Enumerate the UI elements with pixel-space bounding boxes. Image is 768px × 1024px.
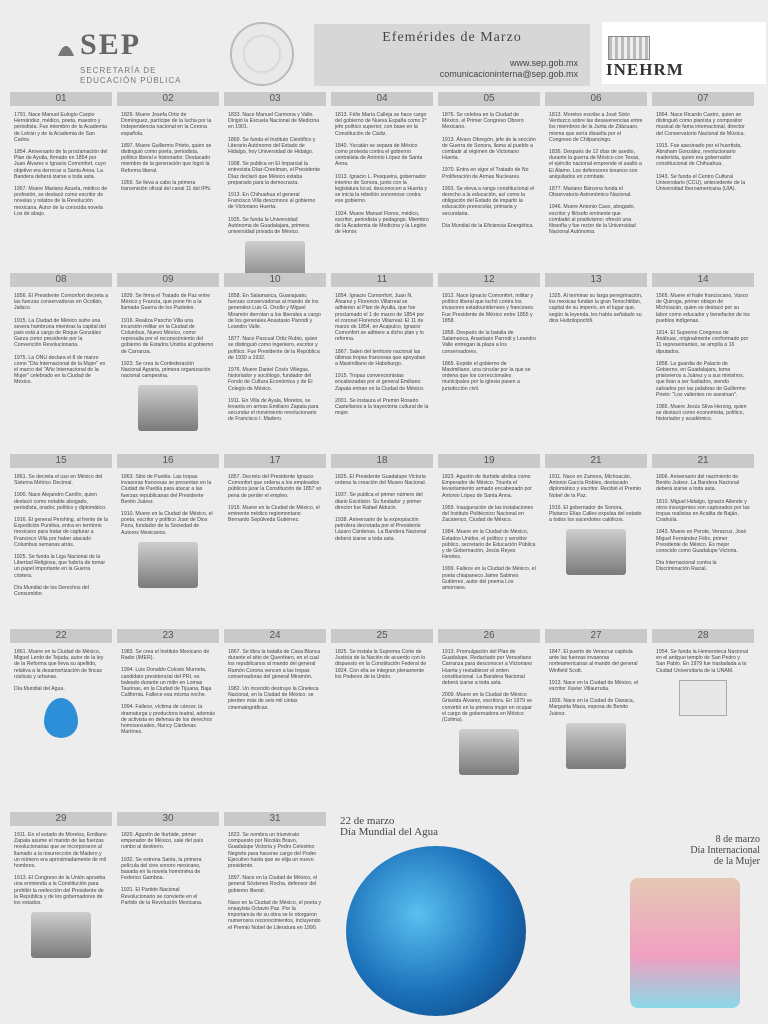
event-text: Nace en la Ciudad de México, el poeta y ensayista Octavio Paz. Por la importancia de su obra se le otorgaron numerosos reconocimientos, incluyendo el Premio Nobel de Literatura en 1990.: [228, 899, 322, 931]
day-cell: [331, 92, 433, 272]
day-cell: [10, 812, 112, 1012]
event-text: 1911. En Villa de Ayala, Morelos, se levanta en armas Emiliano Zapata para secundar el movimiento revolucionario de Francisco I. Madero.: [228, 397, 319, 423]
event-text: 1913. Promulgación del Plan de Guadalupe. Redactado por Venustiano Carranza para desconocer a Victoriano Huerta y restablecer el orden constitucional. La Bandera Nacional deberá izarse a toda asta.: [442, 649, 533, 687]
event-text: Día Mundial de los Derechos del Consumidor.: [14, 584, 89, 598]
day-number: 29: [10, 812, 112, 826]
water-day-promo: [340, 816, 530, 1021]
title-box: [314, 24, 590, 86]
event-text: 1911. En el estado de Morelos, Emiliano Zapata asume el mando de las fuerzas revolucionarias que se incorporaron al llamado a la insurrección de Madero y un número era aproximadamente de mil hombres.: [14, 832, 107, 870]
portrait-photo: [459, 729, 519, 775]
day-events: [10, 643, 112, 744]
event-text: 1916. Realiza Pancho Villa una incursión militar en la Ciudad de Columbus, Nuevo México, como represalia por el reconocimiento del gobierno de Estados Unidos al gobierno de Carranza.: [121, 317, 214, 355]
event-text: 1823. Agustín de Iturbide abdica como Emperador de México. Triunfa el levantamiento armado encabezado por Antonio López de Santa Anna.: [442, 474, 532, 499]
day-events: [545, 287, 647, 336]
day-events: [652, 468, 754, 585]
website-link[interactable]: www.sep.gob.mx: [509, 58, 578, 68]
day-cell: [331, 454, 433, 628]
event-text: 1932. Se estrena Santa, la primera película del cine sonoro mexicano, basada en la novela homónima de Federico Gamboa.: [121, 856, 202, 882]
event-text: 1847. El puerto de Veracruz capitula ante las fuerzas invasoras norteamericanas al mando del general Winfield Scott.: [549, 649, 638, 674]
event-text: 1325. Al terminar su larga peregrinación, los mexicas fundan la gran Tenochtitlán, capital de su imperio, en el lugar que, según la leyenda, les había señalado su dios Huitzilopochtli.: [549, 293, 643, 324]
day-number: 10: [224, 273, 326, 287]
day-events: [438, 468, 540, 603]
day-number: 21: [545, 454, 647, 468]
event-text: 1812. Nace Ignacio Comonfort, militar y político liberal que luchó contra los invasores estadounidenses y franceses. Fue Presidente de México entre 1855 y 1858.: [442, 293, 535, 324]
day-cell: [438, 273, 540, 453]
event-text: 1915. La Ciudad de México sufre una severa hambruna mientras la capital del país está a cargo de Roque González Garza como presidente por la Convención Revolucionaria.: [14, 317, 106, 349]
day-number: 01: [10, 92, 112, 106]
day-number: 13: [545, 273, 647, 287]
day-cell: [331, 629, 433, 811]
day-number: 14: [652, 273, 754, 287]
event-text: 1923. Se crea la Confederación Nacional Agraria, primera organización nacional campesina.: [121, 360, 211, 380]
event-text: 1877. Mariano Bárcena funda el Observatorio Astronómico Nacional.: [549, 186, 632, 199]
event-text: 1983. Se crea el Instituto Mexicano de Radio (IMER).: [121, 649, 210, 662]
day-number: 21: [652, 454, 754, 468]
day-events: [117, 106, 219, 204]
day-number: 26: [438, 629, 540, 643]
day-events: [10, 826, 112, 964]
event-text: 1823. Se nombra un triunvirato compuesto por Nicolás Bravo, Guadalupe Victoria y Pedro Celestino Negrete para hacerse cargo del Poder Ejecutivo hasta que se elija un nuevo presidente.: [228, 832, 317, 870]
event-text: 1937. Se publica el primer número del diario Excélsior. Su fundador y primer director fue Rafael Alducin.: [335, 492, 423, 511]
day-events: [438, 106, 540, 241]
day-cell: [117, 92, 219, 272]
day-events: [438, 287, 540, 404]
event-text: 1946. Muere Antonio Caso, abogado, escritor y filósofo eminente que combatió al positivismo; ofreció una filosofía y fue rector de la Universidad Nacional Autónoma.: [549, 204, 636, 236]
event-text: 1820. Agustín de Iturbide, primer emperador de México, sale del país rumbo al destierro.: [121, 832, 204, 851]
national-seal-icon: [230, 22, 294, 86]
sep-subtitle: SECRETARÍA DE EDUCACIÓN PÚBLICA: [80, 66, 182, 85]
event-text: 1829. Muere Josefa Ortiz de Domínguez, partícipe de la lucha por la Independencia nacional en la Corona española.: [121, 112, 212, 137]
day-cell: [10, 454, 112, 628]
event-text: 1913. En Chihuahua el general Francisco Villa desconoce al gobierno de Victoriano Huerta.: [228, 192, 316, 211]
portrait-photo: [566, 529, 626, 575]
event-text: 1924. Muere Manuel Flores, médico, escritor, periodista y pedagogo. Miembro de la Academia de Medicina y la Legión de Honor.: [335, 210, 429, 236]
day-cell: [545, 454, 647, 628]
day-cell: [438, 92, 540, 272]
event-text: 2001. Se instaura el Premio Rosario Castellanos a la trayectoria cultural de la mujer.: [335, 397, 429, 417]
day-events: [224, 468, 326, 535]
day-cell: [224, 629, 326, 811]
earth-image: [346, 846, 526, 1016]
event-text: 1806. Aniversario del nacimiento de Benito Juárez. La Bandera Nacional deberá izarse a toda asta.: [656, 474, 740, 493]
event-text: 1840. Yucatán se separa de México como protesta contra el gobierno centralista de Antonio López de Santa Anna.: [335, 142, 423, 168]
day-cell: [438, 629, 540, 811]
day-number: 17: [224, 454, 326, 468]
event-text: 1843. Muere en Perote, Veracruz, José Miguel Fernández Félix, primer Presidente de México. Es mejor conocido como Guadalupe Victoria.: [656, 529, 747, 555]
event-text: 1994. Fallece, víctima de cáncer, la dramaturga y productora teatral, además de activista en defensa de los derechos homosexuales, Nancy Cárdenas Martínez.: [121, 704, 216, 736]
event-text: 1791. Nace Manuel Eulogio Carpio Hernández, médico, poeta, maestro y periodista. Fue miembro de la Academia de Letrán y de la Academia de San Carlos.: [14, 112, 107, 143]
event-text: 1916. El general Pershing, al frente de la Expedición Punitiva, entra en territorio mexicano para tratar de capturar a Francisco Villa por haber atacado Columbus semanas atrás.: [14, 517, 109, 548]
event-text: 1954. Se funda la Hemeroteca Nacional en el antiguo templo de San Pedro y San Pablo. En 1979 fue trasladada a la Ciudad Universitaria de la UNAM.: [656, 649, 748, 674]
event-text: Día Internacional contra la Discriminación Racial.: [656, 560, 717, 573]
day-cell: [117, 273, 219, 453]
womens-day-title-2: de la Mujer: [713, 856, 760, 867]
day-number: 30: [117, 812, 219, 826]
day-events: [10, 468, 112, 609]
day-cell: [117, 454, 219, 628]
event-text: 1915. Muere en la Ciudad de México, el eminente médico regiomontano Bernardo Sepúlveda Gutiérrez.: [228, 504, 320, 524]
event-text: 1861. Se decreta el uso en México del Sistema Métrico Decimal.: [14, 474, 103, 487]
event-text: 1935. Se funda la Universidad Autónoma de Guadalajara, primera universidad privada de México.: [228, 216, 310, 236]
event-text: 1915. Tropas convencionistas encabezadas por el general Emiliano Zapata entran en la Ciudad de México.: [335, 373, 425, 392]
event-text: 1863. Sitio de Puebla. Las tropas invasoras francesas se presentan en la Ciudad de Puebla para atacar a las fuerzas republicanas del Presidente Benito Juárez.: [121, 474, 212, 505]
event-text: 1877. Nace Pascual Ortiz Rubio, quien se distinguió como ingeniero, escritor y político. Fue Presidente de la República de 1930 a 1932.: [228, 336, 320, 361]
day-cell: [224, 273, 326, 453]
event-text: 1810. Miguel Hidalgo, Ignacio Allende y otros insurgentes son capturados por las tropas realistas en Acatita de Baján, Coahuila.: [656, 498, 750, 524]
page-title: Efemérides de Marzo: [382, 30, 522, 45]
day-cell: [117, 629, 219, 811]
event-text: 1858. Después de la batalla de Salamanca, Anastasio Parrodi y Leandro Valle entregan la plaza a los conservadores.: [442, 330, 537, 355]
event-text: 1913. Nace en la Ciudad de México, el escritor Xavier Villaurrutia.: [549, 679, 639, 693]
sep-eagle-icon: [54, 34, 78, 62]
day-number: 28: [652, 629, 754, 643]
event-text: 1858. En Salamanca, Guanajuato, fuerzas conservadoras al mando de los generales Luis G. Osollo y Miguel Miramón derrotan a los liberales a cargo de los generales Anastasio Parrodi y Leandro Valle.: [228, 293, 321, 331]
day-cell: [224, 454, 326, 628]
day-events: [331, 287, 433, 428]
event-text: 1931. El Partido Nacional Revolucionario se convierte en el Partido de la Revolución Mexicana.: [121, 887, 203, 906]
day-number: 31: [224, 812, 326, 826]
event-text: 1856. El Presidente Comonfort decreta a las fuerzas conservadoras en Ocotlán, Jalisco.: [14, 293, 109, 312]
event-text: 1854. Ignacio Comonfort, Juan N. Álvarez y Florencio Villarreal se adhieren al Plan de Ayutla, que fue proclamado el 1 de marzo de 1854 por el coronel Florencio Villarreal. El 11 de marzo de 1854, en Acapulco, Ignacio Comonfort se adhiere a dicho plan y lo reforma.: [335, 293, 425, 343]
day-events: [545, 468, 647, 581]
day-number: 15: [10, 454, 112, 468]
day-cell: [545, 629, 647, 811]
portrait-photo: [138, 542, 198, 588]
event-text: 1959. Se lleva a cabo la primera transmisión oficial del canal 11 del IPN.: [121, 179, 212, 193]
event-text: 1861. Muere en la Ciudad de México, Miguel Lerdo de Tejada, autor de la ley de la Reforma que lleva su apellido, relativa a la desamortización de fincas rústicas y urbanas.: [14, 649, 104, 680]
event-text: 1970. Entra en vigor el Tratado de No Proliferación de Armas Nucleares.: [442, 167, 529, 180]
day-events: [331, 106, 433, 247]
sep-logo[interactable]: [54, 28, 194, 88]
event-text: 1984. Muere en la Ciudad de México, Estados Unidos, el político y servidor público, secretario de Educación Pública y de Gobernación, Jesús Reyes Heroles.: [442, 529, 536, 561]
event-text: 1813. Morelos escribe a José Sixto Verduzco sobre las desavenencias entre los miembros de la Junta de Zitácuaro, misma que sería disuelta por el Congreso de Chilpancingo.: [549, 112, 643, 143]
event-text: 1993. Se eleva a rango constitucional el derecho a la educación, así como la obligación del Estado de impartir la educación preescolar, primaria y secundaria.: [442, 185, 534, 217]
inehrm-logo[interactable]: [602, 22, 766, 84]
event-text: 1565. Muere el fraile franciscano, Vasco de Quiroga, primer obispo de Michoacán, quien se destacó por su labor como educador y benefactor de los pueblos indígenas.: [656, 293, 751, 324]
day-cell: [117, 812, 219, 1012]
day-cell: [224, 812, 326, 1012]
day-cell: [652, 92, 754, 272]
day-events: [117, 643, 219, 747]
day-events: [10, 287, 112, 398]
event-text: 1994. Luis Donaldo Colosio Murrieta, candidato presidencial del PRI, es baleado durante un mitin en Lomas Taurinas, en la Ciudad de Tijuana, Baja California. Fallece esa misma noche.: [121, 667, 212, 699]
day-number: 09: [117, 273, 219, 287]
event-text: 1869. Se funda el Instituto Científico y Literario Autónomo del Estado de Hidalgo, hoy Universidad de Hidalgo.: [228, 136, 316, 156]
day-events: [331, 643, 433, 692]
header: [8, 18, 760, 85]
water-drop-icon: [44, 698, 78, 738]
event-text: Día Mundial del Agua.: [14, 686, 65, 693]
day-events: [652, 106, 754, 204]
event-text: 1943. Se funda el Centro Cultural Universitario (CCU), antecedente de la Universidad Iberoamericana (UIA).: [656, 173, 746, 193]
event-text: 1916. El gobernador de Sonora, Plutarco Elías Calles expulsa del estado a todos los sacerdotes católicos.: [549, 504, 642, 524]
day-cell: [652, 629, 754, 811]
day-events: [545, 106, 647, 247]
day-cell: [224, 92, 326, 272]
inehrm-label: INEHRM: [606, 60, 684, 79]
day-number: 24: [224, 629, 326, 643]
day-number: 19: [438, 454, 540, 468]
day-number: 05: [438, 92, 540, 106]
building-icon: [608, 36, 650, 60]
event-text: 1975. La ONU declara el 8 de marzo como "Día Internacional de la Mujer" en el marco del "Año Internacional de la Mujer" celebrado en la Ciudad de México.: [14, 354, 106, 386]
womens-day-title-1: Día Internacional: [690, 845, 760, 856]
event-text: 1857. Decreto del Presidente Ignacio Comonfort que ordena a los empleados públicos jurar la Constitución de 1857 so pena de perder el empleo.: [228, 474, 322, 499]
day-number: 16: [117, 454, 219, 468]
event-text: 1825. Se instala la Suprema Corte de Justicia de la Nación de acuerdo con lo dispuesto en la Constitución Federal de 1824. Con ella se integran plenamente los Poderes de la Unión.: [335, 649, 427, 680]
portrait-photo: [566, 723, 626, 769]
woman-illustration: [630, 878, 740, 1008]
event-text: 1854. Aniversario de la proclamación del Plan de Ayutla, firmado en 1854 por Juan Álvarez e Ignacio Comonfort, cuyo objetivo era derrocar a Santa Anna. La Bandera deberá izarse a toda asta.: [14, 149, 108, 180]
event-text: 1897. Muere Guillermo Prieto, quien se distinguió como poeta, periodista, político liberal e historiador. Destacado miembro de la generación que logró la Reforma liberal.: [121, 142, 212, 174]
event-text: 1867. Se libra la batalla de Casa Blanca durante el sitio de Querétaro, en el cual los republicanos al mando del general Ramón Corona vencen a las tropas conservadoras del general Miramón.: [228, 649, 321, 680]
event-text: 1913. Álvaro Obregón, jefe de la sección de Guerra de Sonora, llama al pueblo a combatir al régimen de Victoriano Huerta.: [442, 136, 536, 162]
day-events: [117, 287, 219, 437]
event-text: 1833. Nace Manuel Carmona y Valle. Dirigió la Escuela Nacional de Medicina en 1901.: [228, 112, 320, 131]
day-cell: [438, 454, 540, 628]
event-text: 1865. Expide el gobierno de Maximiliano, una circular por la que se ordena que los correccionales municipales por la iglesia pasen a jurisdicción civil.: [442, 360, 531, 392]
event-text: 2009. Muere en la Ciudad de México Griselda Álvarez, escritora. En 1979 se convirtió en la primera mujer en ocupar el cargo de gobernadora en México (Colima).: [442, 692, 532, 724]
event-text: 1999. Fallece en la Ciudad de México, el poeta chiapaneco Jaime Sabines Gutiérrez, autor del poema Los amorosos.: [442, 566, 536, 592]
day-number: 03: [224, 92, 326, 106]
event-text: 1864. Nace Ricardo Castro, quien se distinguió como pianista y compositor musical de fama internacional, director del Conservatorio Nacional de Música.: [656, 112, 745, 137]
event-text: 1826. Nace en la Ciudad de Oaxaca, Margarita Maza, esposa de Benito Juárez.: [549, 698, 635, 717]
event-text: 1910. Muere en la Ciudad de México, el poeta, escritor y político Juan de Dios Peza, fundador de la Sociedad de Autores Mexicanos.: [121, 511, 213, 536]
day-cell: [652, 273, 754, 453]
event-text: Día Mundial de la Eficiencia Energética.: [442, 222, 534, 229]
day-events: [331, 468, 433, 554]
day-number: 25: [331, 629, 433, 643]
event-text: 1982. Un incendio destruye la Cineteca Nacional, en la Ciudad de México: se pierden más de seis mil cintas cinematográficas.: [228, 686, 319, 711]
event-text: 1858. La guardia de Palacio de Gobierno, en Guadalajara, toma prisioneros a Juárez y a sus ministros, que iban a ser fusilados, siendo salvados por las palabras de Guillermo Prieto: "Los valientes no asesinan".: [656, 360, 746, 398]
day-cell: [331, 273, 433, 453]
day-events: [117, 826, 219, 918]
day-cell: [10, 629, 112, 811]
womens-day-promo: [610, 834, 760, 1019]
event-text: 1976. Muere Daniel Cosío Villegas, historiador y sociólogo, fundador del Fondo de Cultura Económica y de El Colegio de México.: [228, 367, 313, 392]
day-events: [224, 287, 326, 435]
event-text: 1897. Nace en la Ciudad de México, el general Sóstenes Rocha, defensor del gobierno liberal.: [228, 875, 318, 894]
event-text: 1836. Después de 12 días de asedio, durante la guerra de México con Texas, el ejército nacional emprende el asalto a El Álamo. Los defensores texanos son aniquilados en combate.: [549, 149, 642, 180]
event-text: 1839. Se firma el Tratado de Paz entre México y Francia, que pone fin a la llamada Guerra de los Pasteles.: [121, 293, 211, 312]
day-cell: [545, 92, 647, 272]
day-events: [224, 826, 326, 943]
event-text: 1925. Se funda la Liga Nacional de la Libertad Religiosa, que habría de tomar un papel importante en la Guerra cristera.: [14, 554, 106, 579]
day-number: 18: [331, 454, 433, 468]
sep-title: SEP: [80, 28, 142, 61]
event-text: 1915. Fue asesinado por el huertista, Abraham González, revolucionario maderista, quien era gobernador constitucional de Chihuahua.: [656, 142, 742, 168]
day-events: [652, 643, 754, 722]
event-text: 1900. Nace Alejandro Carrillo, quien destacó como notable abogado, periodista, orador, político y diplomático.: [14, 492, 107, 511]
day-number: 04: [331, 92, 433, 106]
womens-day-date: 8 de marzo: [715, 834, 760, 845]
event-text: 1957. Muere Mariano Azuela, médico de profesión, se destacó como escritor de novelas y relatos de la Revolución mexicana. Autor de la conocida novela Los de abajo.: [14, 186, 108, 217]
day-number: 27: [545, 629, 647, 643]
day-events: [652, 287, 754, 435]
day-cell: [10, 92, 112, 272]
event-text: 1911. Nace en Zamora, Michoacán, Antonio García Robles, destacado diplomático y escritor. Recibió el Premio Nobel de la Paz.: [549, 474, 641, 499]
event-text: 1867. Salen del territorio nacional las últimas tropas francesas que apoyaban a Maximiliano de Habsburgo.: [335, 348, 426, 368]
day-events: [545, 643, 647, 775]
day-number: 22: [10, 629, 112, 643]
day-events: [224, 106, 326, 293]
day-number: 02: [117, 92, 219, 106]
day-events: [438, 643, 540, 781]
day-number: 06: [545, 92, 647, 106]
water-day-date: 22 de marzo: [340, 815, 395, 827]
event-text: 1813. Félix María Calleja se hace cargo del gobierno de Nueva España como 2° jefe político superior, con base en la Constitución de Cádiz.: [335, 112, 427, 137]
event-text: 1938. Aniversario de la expropiación petrolera decretada por el Presidente Lázaro Cárdenas. La Bandera Nacional deberá izarse a toda asta.: [335, 517, 427, 542]
email-link[interactable]: comunicacioninterna@sep.gob.mx: [439, 69, 578, 79]
portrait-photo: [31, 912, 91, 958]
day-number: 12: [438, 273, 540, 287]
day-cell: [10, 273, 112, 453]
hemeroteca-logo: [679, 680, 727, 716]
day-cell: [652, 454, 754, 628]
event-text: 1825. El Presidente Guadalupe Victoria ordena la creación del Museo Nacional.: [335, 474, 427, 487]
event-text: 1959. Inauguración de las instalaciones del Instituto Politécnico Nacional en Zacatenco, Ciudad de México.: [442, 504, 534, 524]
event-text: 1876. Se celebra en la Ciudad de México, el Primer Congreso Obrero Mexicano.: [442, 112, 524, 131]
day-number: 07: [652, 92, 754, 106]
event-text: 1985. Muere Jesús Silva Herzog, quien se destacó como economista, político, historiador y académico.: [656, 404, 747, 423]
water-day-title: Día Mundial del Agua: [340, 826, 439, 838]
day-number: 08: [10, 273, 112, 287]
day-number: 23: [117, 629, 219, 643]
day-cell: [545, 273, 647, 453]
portrait-photo: [138, 385, 198, 431]
event-text: 1913. El Congreso de la Unión aprueba una enmienda a la Constitución para prohibir la reelección del Presidente de la República y de los gobernadores de los estados.: [14, 875, 106, 907]
event-text: 1908. Se publica en El Imparcial la entrevista Díaz-Creelman, el Presidente Díaz declaró que México estaba preparado para la democracia.: [228, 161, 320, 186]
day-events: [10, 106, 112, 229]
day-events: [224, 643, 326, 723]
event-text: 1913. Ignacio L. Pesqueira, gobernador interino de Sonora, junto con la legislatura local, desconocen a Huerta y se inicia la rebelión sonorense contra ese gobierno.: [335, 173, 427, 205]
event-text: 1814. El Supremo Congreso de Anáhuac, originalmente conformado por 11 representantes, se amplía a 16 diputados.: [656, 330, 749, 355]
day-events: [117, 468, 219, 594]
day-number: 11: [331, 273, 433, 287]
